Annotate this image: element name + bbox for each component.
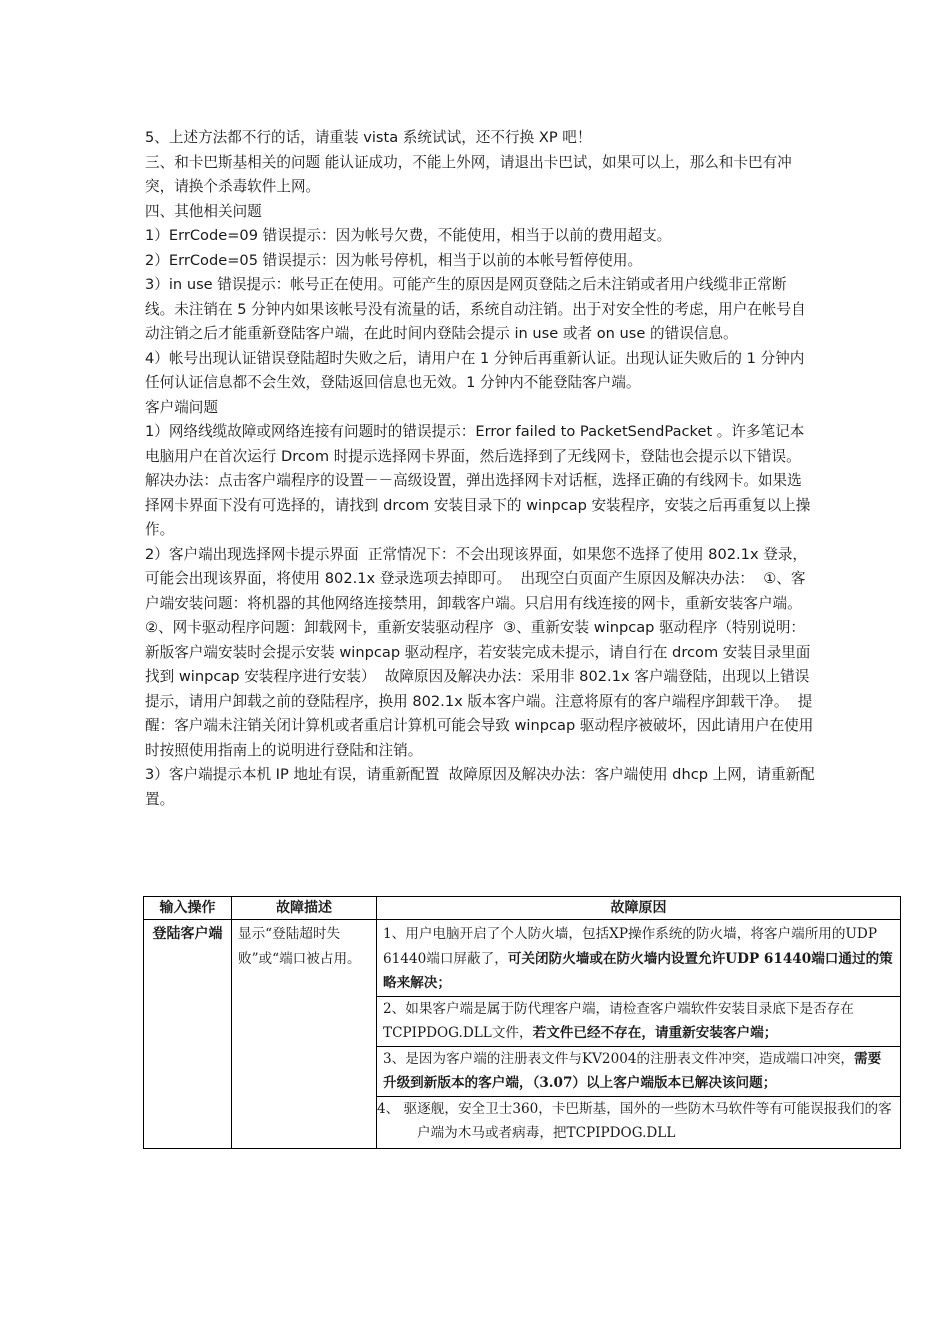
header-description: 故障描述 [232, 897, 377, 920]
paragraph: 1）ErrCode=09 错误提示：因为帐号欠费，不能使用，相当于以前的费用超支。 [145, 227, 672, 244]
header-operation: 输入操作 [144, 897, 232, 920]
paragraph: 3）客户端提示本机 IP 地址有误，请重新配置 故障原因及解决办法：客户端使用 dhcp 上网，请重新配置。 [145, 766, 815, 808]
table-header-row [144, 897, 901, 920]
paragraph: 2）ErrCode=05 错误提示：因为帐号停机，相当于以前的本帐号暂停使用。 [145, 251, 643, 269]
document-body [145, 126, 815, 812]
paragraph: 1）网络线缆故障或网络连接有问题时的错误提示：Error failed to PacketSendPacket 。许多笔记本电脑用户在首次运行 Drcom 时提示选择网卡界面，然后选择到了无线网卡，登陆也会提示以下错误。 解决办法：点击客户端程序的设置－－高级设置，弹出选择网卡对话框，选择正确的有线网卡。如果选择网卡界面下没有可选择的，请找到 drcom 安装目录下的 winpcap 安装程序，安装之后再重复以上操作。 [145, 423, 811, 538]
cell-description: 显示“登陆超时失败”或“端口被占用。 [232, 920, 377, 1149]
header-reason: 故障原因 [377, 897, 901, 920]
cell-operation: 登陆客户端 [144, 920, 232, 1149]
paragraph: 四、其他相关问题 [145, 202, 262, 220]
paragraph: 3）in use 错误提示：帐号正在使用。可能产生的原因是网页登陆之后未注销或者用户线缆非正常断线。未注销在 5 分钟内如果该帐号没有流量的话，系统自动注销。出于对安全性的考虑，用户在帐号自动注销之后才能重新登陆客户端，在此时间内登陆会提示 in use 或者 on use 的错误信息。 [145, 276, 806, 342]
reason-item: 1、用户电脑开启了个人防火墙，包括XP操作系统的防火墙，将客户端所用的UDP 61440端口屏蔽了，可关闭防火墙或在防火墙内设置允许UDP 61440端口通过的策略来解决； [377, 922, 900, 997]
fault-table [143, 896, 901, 1149]
paragraph: 2）客户端出现选择网卡提示界面 正常情况下：不会出现该界面，如果您不选择了使用 802.1x 登录，可能会出现该界面，将使用 802.1x 登录选项去掉即可。 出现空白页面产生原因及解决办法： ①、客户端安装问题：将机器的其他网络连接禁用，卸载客户端。只启用有线连接的网卡，重新安装客户端。 ②、网卡驱动程序问题：卸载网卡，重新安装驱动程序 ③、重新安装 winpcap 驱动程序（特别说明：新版客户端安装时会提示安装 winpcap 驱动程序，若安装完成未提示，请自行在 drcom 安装目录里面找到 winpcap 安装程序进行安装） 故障原因及解决办法：采用非 802.1x 客户端登陆，出现以上错误提示，请用户卸载之前的登陆程序，换用 802.1x 版本客户端。注意将原有的客户端程序卸载干净。 提醒：客户端未注销关闭计算机或者重启计算机可能会导致 winpcap 驱动程序被破坏，因此请用户在使用时按照使用指南上的说明进行登陆和注销。 [145, 545, 814, 759]
paragraph: 4）帐号出现认证错误登陆超时失败之后，请用户在 1 分钟后再重新认证。出现认证失败后的 1 分钟内任何认证信息都不会生效，登陆返回信息也无效。1 分钟内不能登陆客户端。 [145, 349, 805, 391]
paragraph: 三、和卡巴斯基相关的问题 能认证成功，不能上外网，请退出卡巴试，如果可以上，那么和卡巴有冲突，请换个杀毒软件上网。 [145, 153, 792, 195]
cell-reasons [377, 920, 901, 1149]
reason-item: 4、 驱逐舰，安全卫士360，卡巴斯基，国外的一些防木马软件等有可能误报我们的客户端为木马或者病毒，把TCPIPDOG.DLL [377, 1100, 892, 1141]
reason-item: 3、是因为客户端的注册表文件与KV2004的注册表文件冲突，造成端口冲突，需要升级到新版本的客户端，（3.07）以上客户端版本已解决该问题； [377, 1047, 900, 1097]
paragraph: 5、上述方法都不行的话，请重装 vista 系统试试，还不行换 XP 吧！ [145, 129, 592, 146]
paragraph: 客户端问题 [145, 398, 218, 416]
reason-item: 2、如果客户端是属于防代理客户端，请检查客户端软件安装目录底下是否存在TCPIPDOG.DLL文件，若文件已经不存在，请重新安装客户端； [377, 997, 900, 1047]
table-row [144, 920, 901, 1149]
